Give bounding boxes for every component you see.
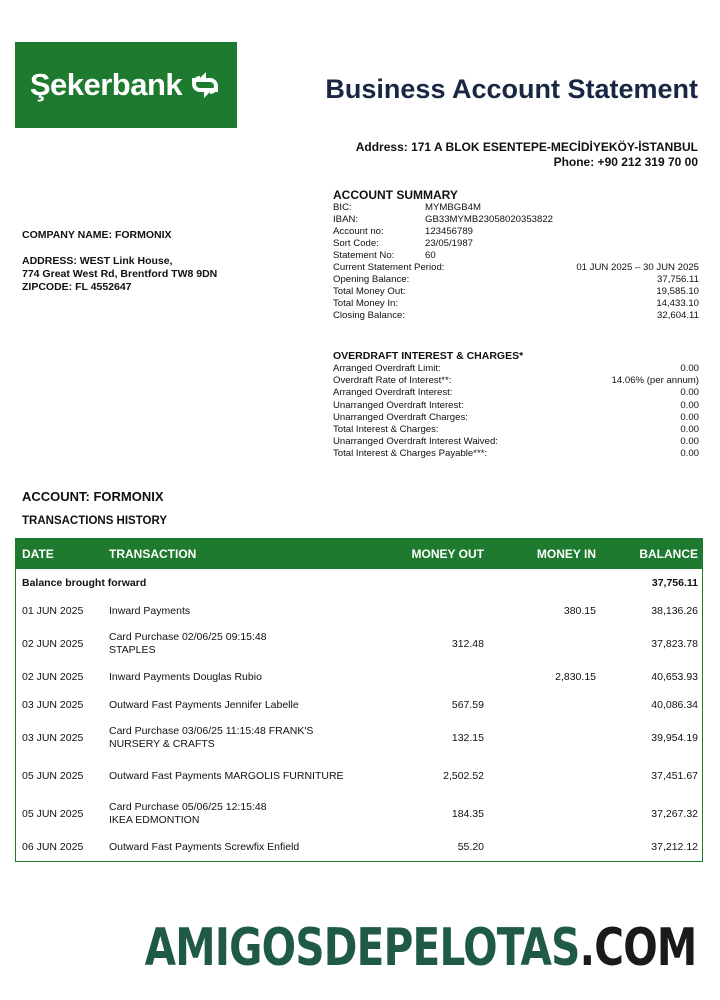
brought-forward-label: Balance brought forward bbox=[22, 577, 147, 589]
watermark-main: AMIGOSDEPELOTAS bbox=[144, 918, 580, 978]
table-row: 06 JUN 2025 Outward Fast Payments Screwfix Enfield 55.20 37,212.12 bbox=[22, 840, 698, 853]
summary-opening-balance: Opening Balance: 37,756.11 bbox=[333, 274, 699, 285]
table-row: 05 JUN 2025 Outward Fast Payments MARGOLIS FURNITURE 2,502.52 37,451.67 bbox=[22, 769, 698, 782]
summary-bic: BIC: MYMBGB4M bbox=[333, 202, 481, 213]
account-summary bbox=[333, 188, 699, 322]
bank-address: Address: 171 A BLOK ESENTEPE-MECİDİYEKÖY-İSTANBUL bbox=[355, 140, 698, 154]
bank-logo-icon bbox=[188, 68, 222, 102]
bank-contact bbox=[356, 140, 698, 170]
table-row: 03 JUN 2025 Card Purchase 03/06/25 11:15:48 FRANK'S NURSERY & CRAFTS 132.15 39,954.19 bbox=[22, 725, 698, 750]
overdraft-heading: OVERDRAFT INTEREST & CHARGES* bbox=[333, 350, 524, 362]
account-label: ACCOUNT: FORMONIX bbox=[22, 489, 164, 504]
document-title: Business Account Statement bbox=[325, 74, 698, 104]
bank-logo-text: Şekerbank bbox=[29, 67, 183, 102]
table-row: 02 JUN 2025 Inward Payments Douglas Rubio 2,830.15 40,653.93 bbox=[22, 670, 698, 683]
transactions-history-label: TRANSACTIONS HISTORY bbox=[22, 515, 168, 527]
bank-logo bbox=[15, 42, 237, 128]
brought-forward-row bbox=[16, 569, 702, 597]
transactions-table bbox=[15, 538, 703, 862]
overdraft-item: Overdraft Rate of Interest**: 14.06% (per annum) bbox=[333, 375, 699, 387]
table-row: 01 JUN 2025 Inward Payments 380.15 38,136.26 bbox=[22, 604, 698, 617]
company-address-line2: 774 Great West Rd, Brentford TW8 9DN bbox=[22, 268, 218, 280]
overdraft-section bbox=[333, 349, 699, 461]
summary-statement-no: Statement No: 60 bbox=[333, 250, 436, 261]
summary-sort-code: Sort Code: 23/05/1987 bbox=[333, 238, 474, 249]
header-money-out: MONEY OUT bbox=[411, 547, 484, 561]
table-header bbox=[16, 539, 702, 569]
table-row: 05 JUN 2025 Card Purchase 05/06/25 12:15:48 IKEA EDMONTION 184.35 37,267.32 bbox=[22, 801, 698, 826]
header-balance: BALANCE bbox=[639, 547, 698, 561]
overdraft-item: Unarranged Overdraft Interest: 0.00 bbox=[333, 399, 699, 411]
company-name: COMPANY NAME: FORMONIX bbox=[22, 229, 172, 241]
overdraft-item: Unarranged Overdraft Interest Waived: 0.00 bbox=[333, 436, 699, 448]
overdraft-item: Arranged Overdraft Interest: 0.00 bbox=[333, 387, 699, 399]
table-row: 03 JUN 2025 Outward Fast Payments Jennifer Labelle 567.59 40,086.34 bbox=[22, 698, 698, 711]
summary-total-in: Total Money In: 14,433.10 bbox=[333, 298, 699, 309]
overdraft-item: Arranged Overdraft Limit: 0.00 bbox=[333, 363, 699, 374]
company-address-line1: ADDRESS: WEST Link House, bbox=[22, 255, 173, 267]
header-transaction: TRANSACTION bbox=[109, 546, 197, 561]
summary-total-out: Total Money Out: 19,585.10 bbox=[333, 286, 699, 297]
header-date: DATE bbox=[22, 547, 54, 561]
watermark-tld: .COM bbox=[579, 918, 696, 978]
summary-account-no: Account no: 123456789 bbox=[333, 226, 474, 237]
overdraft-item: Unarranged Overdraft Charges: 0.00 bbox=[333, 411, 699, 423]
summary-period: Current Statement Period: 01 JUN 2025 – 30 JUN 2025 bbox=[333, 262, 699, 273]
company-zipcode: ZIPCODE: FL 4552647 bbox=[22, 281, 132, 293]
summary-iban: IBAN: GB33MYMB23058020353822 bbox=[333, 214, 554, 225]
watermark bbox=[144, 918, 696, 978]
bank-phone: Phone: +90 212 319 70 00 bbox=[553, 155, 698, 169]
overdraft-item: Total Interest & Charges Payable***: 0.00 bbox=[333, 448, 699, 460]
summary-closing-balance: Closing Balance: 32,604.11 bbox=[333, 310, 699, 321]
account-summary-heading: ACCOUNT SUMMARY bbox=[333, 188, 458, 202]
table-row: 02 JUN 2025 Card Purchase 02/06/25 09:15:48 STAPLES 312.48 37,823.78 bbox=[22, 631, 698, 656]
overdraft-item: Total Interest & Charges: 0.00 bbox=[333, 424, 699, 436]
company-details bbox=[22, 229, 217, 294]
header-money-in: MONEY IN bbox=[536, 547, 596, 561]
brought-forward-balance: 37,756.11 bbox=[651, 577, 698, 589]
